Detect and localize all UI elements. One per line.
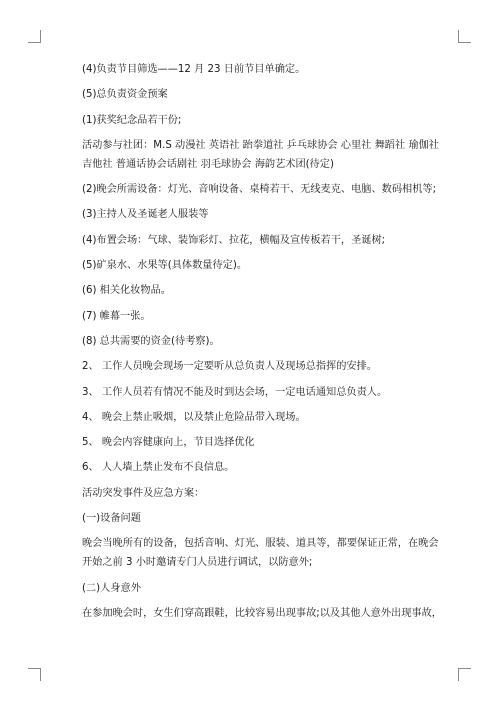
paragraph-line: 活动参与社团：M.S 动漫社 英语社 跆拳道社 乒乓球协会 心里社 舞蹈社 瑜伽社 bbox=[82, 139, 439, 151]
crop-mark-top-left bbox=[28, 30, 41, 43]
paragraph-line: (4)负责节目筛选——12 月 23 日前节目单确定。 bbox=[82, 64, 306, 75]
paragraph-line: 6、 人人墙上禁止发布不良信息。 bbox=[82, 462, 235, 474]
paragraph-line: 吉他社 普通话协会话剧社 羽毛球协会 海韵艺术团(待定) bbox=[82, 158, 334, 170]
paragraph-line: (7) 帷幕一张。 bbox=[82, 310, 151, 322]
document-body bbox=[82, 62, 442, 631]
paragraph-line: (8) 总共需要的资金(待考察)。 bbox=[82, 335, 220, 347]
paragraph-line: (3)主持人及圣诞老人服装等 bbox=[82, 209, 209, 221]
paragraph-line: 开始之前 3 小时邀请专门人员进行调试，以防意外; bbox=[82, 557, 313, 569]
crop-mark-bottom-right bbox=[458, 668, 471, 681]
paragraph-line: 4、 晚会上禁止吸烟，以及禁止危险品带入现场。 bbox=[82, 411, 306, 423]
paragraph-line: 5、 晚会内容健康向上，节目选择优化 bbox=[82, 437, 255, 449]
crop-mark-bottom-left bbox=[28, 668, 41, 681]
paragraph-line: (5)总负责资金预案 bbox=[82, 89, 168, 101]
paragraph-line: (5)矿泉水、水果等(具体数量待定)。 bbox=[82, 260, 248, 272]
paragraph-line: 在参加晚会时，女生们穿高跟鞋，比较容易出现事故;以及其他人意外出现事故， bbox=[82, 607, 442, 619]
paragraph-line: 3、 工作人员若有情况不能及时到达会场，一定电话通知总负责人。 bbox=[82, 386, 388, 398]
paragraph-line: (4)布置会场：气球、装饰彩灯、拉花，横幅及宣传板若干，圣诞树; bbox=[82, 234, 386, 246]
paragraph-line: (2)晚会所需设备：灯光、音响设备、桌椅若干、无线麦克、电脑、数码相机等; bbox=[82, 184, 437, 196]
paragraph-line: 2、 工作人员晚会现场一定要听从总负责人及现场总指挥的安排。 bbox=[82, 361, 377, 373]
paragraph-line: (一)设备问题 bbox=[82, 513, 141, 525]
paragraph-line: (6) 相关化妆物品。 bbox=[82, 285, 171, 297]
paragraph-line: (1)获奖纪念品若干份; bbox=[82, 114, 182, 126]
crop-mark-top-right bbox=[458, 30, 471, 43]
paragraph-line: 活动突发事件及应急方案： bbox=[82, 487, 205, 499]
paragraph-line: (二)人身意外 bbox=[82, 582, 141, 594]
paragraph-line: 晚会当晚所有的设备，包括音响、灯光、服装、道具等，都要保证正常，在晚会 bbox=[82, 538, 439, 550]
